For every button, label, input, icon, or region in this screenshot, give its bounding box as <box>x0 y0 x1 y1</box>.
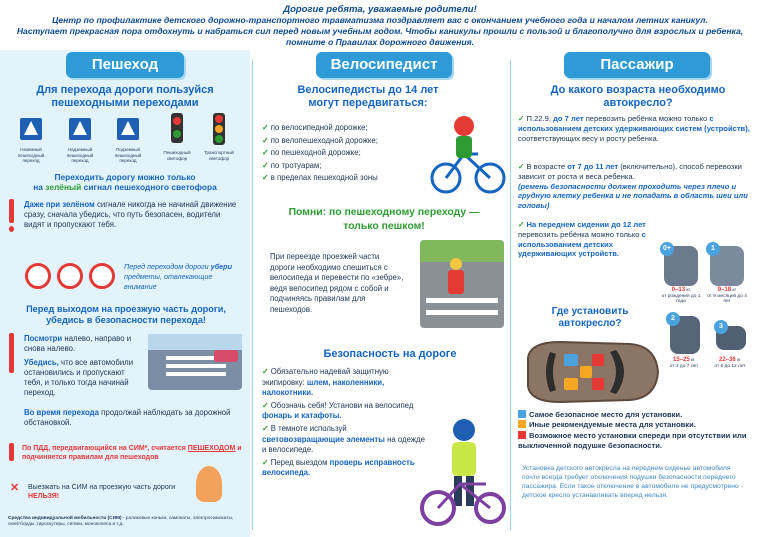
install-legend <box>518 410 754 452</box>
remove-gadgets-text: Перед переходом дороги убери предметы, отвлекающие внимание <box>124 262 232 291</box>
sim-footnote: Средства индивидуальной мобильности (СИМ) - роликовые коньки, самокаты, электросамокаты, скейтборды, гироскутеры, сигвеи, моноколеса и т.д. <box>8 516 234 527</box>
green-signal-rule: Переходить дорогу можно только на зелёный сигнал пешеходного светофора <box>33 172 217 192</box>
list-item: ✓ в пределах пешеходной зоны <box>262 173 378 183</box>
legend-item: Самое безопасное место для установки. <box>518 410 754 420</box>
exclamation-icon <box>9 443 14 461</box>
sim-forbid-text: Выезжать на СИМ на проезжую часть дороги НЕЛЬЗЯ! <box>28 484 176 500</box>
seat-weight-label: 0–13 кг от рождения до 1 года <box>661 287 701 304</box>
ground-crossing-sign-icon <box>20 118 42 140</box>
underground-crossing-sign-icon <box>117 118 139 140</box>
legend-swatch <box>518 431 526 439</box>
seat-weight-label: 9–18 кг от 9 месяцев до 4 лет <box>707 287 747 304</box>
boy-with-bike-illustration <box>420 416 506 532</box>
legend-swatch <box>518 420 526 428</box>
child-cyclist-illustration <box>430 114 506 198</box>
legend-swatch <box>518 410 526 418</box>
header-line-3: Наступает прекрасная пора отдохнуть и набраться сил перед новым учебным годом. Чтобы каникулы прошли с пользой и благополучно для взрослых и ребенка, <box>16 26 744 36</box>
pedestrian-banner: Пешеход <box>66 52 184 78</box>
list-item: ✓ по пешеходной дорожке; <box>262 148 361 158</box>
sure-text: Убедись, что все автомобили остановились и пропускают тебя, и только тогда начинай переход. <box>24 358 134 397</box>
where-install-title: Где установить автокресло? <box>551 306 629 329</box>
header-line-4: помните о Правилах дорожного движения. <box>285 37 475 47</box>
no-gadget-icon <box>89 263 115 289</box>
sign-label: Пешеходный светофор <box>163 150 191 161</box>
list-item: ✓ Перед выездом проверь исправность велосипеда. <box>262 457 415 478</box>
overhead-crossing-sign-icon <box>69 118 91 140</box>
seat-weight-label: 22–36 кг от 6 до 12 лет <box>714 357 746 369</box>
header-line-2: Центр по профилактике детского дорожно-транспортного травматизма поздравляет вас с окончанием учебного года и началом летних каникул. <box>52 15 708 25</box>
cyclist-title: Велосипедисты до 14 лет могут передвигаться: <box>297 84 439 109</box>
look-text: Посмотри налево, направо и снова налево. <box>24 334 132 353</box>
sign-label: Наземный пешеходный переход <box>17 147 45 163</box>
column-divider <box>510 60 511 530</box>
passenger-rule-1: ✓ П.22.9. до 7 лет перевозить ребёнка можно только с использованием детских удерживающих систем (устройств), соответствующих весу и росту ребенка. <box>518 114 750 143</box>
column-divider <box>252 60 253 530</box>
passenger-banner: Пассажир <box>564 52 710 78</box>
cyclist-banner: Велосипедист <box>316 52 452 78</box>
crossing-safety-title: Перед выходом на проезжую часть дороги, убедись в безопасности перехода! <box>26 304 226 325</box>
exclamation-dot-icon <box>9 226 14 232</box>
no-headphones-icon <box>25 263 51 289</box>
seat-group-badge: 2 <box>666 312 680 326</box>
green-caution-text: Даже при зелёном сигнале никогда не начинай движение сразу, сначала убедись, что путь безопасен, водители видят и пропускают тебя. <box>24 200 237 229</box>
pedestrian-title: Для перехода дороги пользуйся пешеходными переходами <box>36 84 214 109</box>
no-phone-icon <box>57 263 83 289</box>
list-item: ✓ В темноте используй световозвращающие элементы на одежде и велосипеде. <box>262 423 425 455</box>
list-item: ✓ Обязательно надевай защитную экипировку: шлем, наколенники, налокотники. <box>262 367 389 398</box>
exclamation-icon <box>9 199 14 223</box>
legend-item: Возможное место установки спереди при отсутствии или выключенной подушке безопасности. <box>518 430 747 451</box>
car-top-view-illustration <box>520 338 660 406</box>
exclamation-icon <box>9 333 14 373</box>
crosswalk-bike-illustration <box>420 240 504 328</box>
during-crossing-text: Во время перехода продолжай наблюдать за дорожной обстановкой. <box>24 408 231 427</box>
list-item: ✓ Обозначь себя! Установи на велосипед фонарь и катафоты. <box>262 400 414 421</box>
list-item: ✓ по тротуарам; <box>262 160 322 170</box>
sign-label: Транспортный светофор <box>204 150 234 161</box>
cross-icon: ✕ <box>10 482 20 494</box>
road-safety-list <box>262 367 426 479</box>
road-safety-title: Безопасность на дороге <box>323 348 457 360</box>
passenger-rule-2: ✓ В возрасте от 7 до 11 лет (включительно), способ перевозки зависит от роста и веса ребенка. (ремень безопасности должен проходить через плечо и грудную клетку ребенка и не попадать в область шеи или головы) <box>518 162 748 211</box>
greeting: Дорогие ребята, уважаемые родители! <box>283 4 477 15</box>
legend-item: Иные рекомендуемые места для установки. <box>518 420 754 430</box>
remember-crosswalk: Помни: по пешеходному переходу — только пешком! <box>288 207 480 232</box>
list-item: ✓ по велосипедной дорожке; <box>262 123 368 132</box>
seat-weight-label: 15–25 кг от 3 до 7 лет <box>669 357 699 369</box>
cyclist-allowed-list <box>262 122 422 185</box>
sign-label: Подземный пешеходный переход <box>114 147 142 163</box>
seat-group-badge: 1 <box>706 242 720 256</box>
crosswalk-illustration <box>148 334 242 390</box>
vehicle-traffic-light-icon <box>213 113 225 145</box>
sign-label: Надземный пешеходный переход <box>66 147 94 163</box>
passenger-title: До какого возраста необходимо автокресло? <box>550 84 726 109</box>
dismount-text: При переезде проезжей части дороги необходимо спешиться с велосипеда и перевести по «зебре», ведя велосипед рядом с собой и подчиняясь правилам для пешеходов. <box>270 252 404 314</box>
pedestrian-traffic-light-icon <box>171 113 183 143</box>
list-item: ✓ по велопешеходной дорожке; <box>262 135 378 145</box>
page-header <box>0 0 760 48</box>
seat-group-badge: 0+ <box>660 242 674 256</box>
child-on-rollerblades-icon <box>196 466 222 502</box>
seat-group-badge: 3 <box>714 320 728 334</box>
front-seat-note: Установка детского автокресла на переднем сиденье автомобиля почти всегда требует отключения подушки безопасности переднего пассажира. Если такое отключение в автомобиле не предусмотрено - детское кресло устанавливать вперед нельзя. <box>522 465 743 499</box>
passenger-rule-3: ✓ На переднем сидении до 12 лет перевозить ребёнка можно только с использованием детских удерживающих устройств. <box>518 220 646 259</box>
sim-pedestrian-note: По ПДД, передвигающийся на СИМ*, считается ПЕШЕХОДОМ и подчиняется правилам для пешеходов <box>22 445 242 461</box>
